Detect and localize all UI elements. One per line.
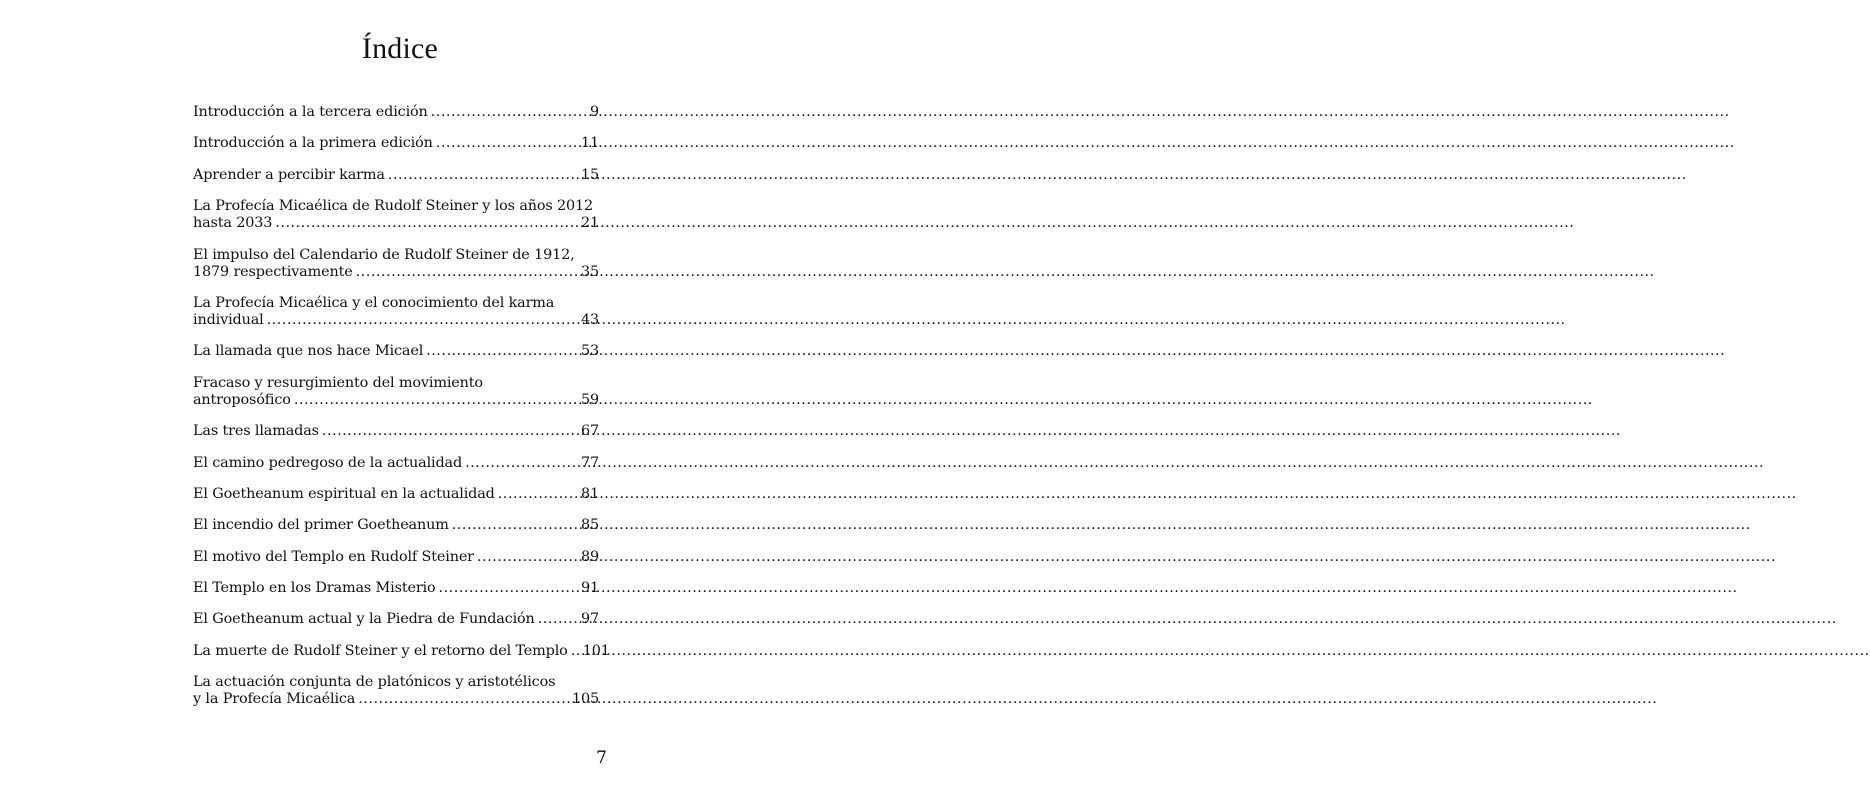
toc-entry-title-line: El Templo en los Dramas Misterio [193, 580, 436, 597]
toc-entry-row [193, 517, 599, 534]
toc-entry [193, 104, 599, 121]
toc-entry-title-line: El Goetheanum actual y la Piedra de Fundación [193, 611, 535, 628]
toc-entry-title-line: y la Profecía Micaélica [193, 691, 356, 708]
dot-leader [538, 611, 579, 628]
toc-entry [193, 247, 599, 281]
page-number: 7 [596, 748, 607, 768]
dot-leader [465, 455, 579, 472]
dot-leader [356, 264, 579, 281]
toc-entry-title-line: Fracaso y resurgimiento del movimiento [193, 374, 483, 391]
dot-leader [439, 580, 579, 597]
toc-entry-title-line: El Goetheanum espiritual en la actualidad [193, 485, 495, 502]
toc-entry [193, 486, 599, 503]
toc-entry-page: 59 [580, 391, 599, 408]
toc-entry-title-line: 1879 respectivamente [193, 263, 353, 280]
toc-entry-row [193, 135, 599, 152]
toc-entry [193, 198, 599, 232]
toc-entry-row [193, 104, 599, 121]
toc-entry-page: 9 [589, 104, 599, 120]
dot-leader [571, 643, 581, 660]
page-title: Índice [361, 32, 439, 65]
toc-entry [193, 375, 599, 409]
book-page [0, 0, 800, 800]
toc-entry-title-line: El motivo del Templo en Rudolf Steiner [193, 548, 474, 565]
toc-entry-title-line: El impulso del Calendario de Rudolf Steiner de 1912, [193, 246, 575, 263]
toc-entry [193, 549, 599, 566]
dot-leader [498, 486, 579, 503]
dot-leader [275, 215, 579, 232]
toc-entry-row [193, 580, 599, 597]
toc-entry-page: 67 [580, 423, 599, 440]
toc-entry [193, 517, 599, 534]
toc-entry-row [193, 611, 599, 628]
toc-entry [193, 642, 610, 660]
toc-entry-page: 91 [580, 580, 599, 597]
toc-entry-row [193, 455, 599, 472]
toc-entry-page: 89 [580, 548, 599, 565]
toc-entry [193, 611, 599, 628]
toc-entry [193, 167, 599, 184]
toc-entry-row [193, 392, 599, 409]
toc-entry-title-line: hasta 2033 [193, 215, 273, 232]
toc-entry-page: 35 [580, 263, 599, 280]
dot-leader [477, 549, 579, 566]
toc-entry-title-line: Introducción a la primera edición [193, 135, 433, 152]
toc-entry-title-line: Las tres llamadas [193, 423, 319, 440]
toc-entry-page: 105 [571, 691, 599, 708]
toc-entry-page: 77 [580, 454, 599, 471]
dot-leader [358, 691, 570, 708]
toc-entry-row [193, 486, 599, 503]
toc-entry-page: 15 [580, 166, 599, 183]
toc-entry-page: 85 [580, 517, 599, 534]
dot-leader [436, 135, 579, 152]
table-of-contents [193, 104, 610, 723]
toc-entry-row [193, 691, 599, 708]
toc-entry-page: 21 [580, 215, 599, 232]
toc-entry [193, 455, 599, 472]
toc-entry-row [193, 549, 599, 566]
toc-entry-title-line: El camino pedregoso de la actualidad [193, 454, 463, 471]
toc-entry-row [193, 423, 599, 440]
toc-entry-title-line: antroposófico [193, 391, 291, 408]
toc-entry-row [193, 312, 599, 329]
dot-leader [452, 517, 579, 534]
toc-entry-row [193, 215, 599, 232]
toc-entry [193, 135, 599, 152]
toc-entry-page: 53 [580, 343, 599, 360]
toc-entry-row [193, 264, 599, 281]
toc-entry-title-line: La actuación conjunta de platónicos y aristotélicos [193, 674, 556, 691]
toc-entry-title-line: Aprender a percibir karma [193, 166, 385, 183]
toc-entry [193, 580, 599, 597]
toc-entry-title-line: La muerte de Rudolf Steiner y el retorno del Templo [193, 642, 568, 659]
toc-entry [193, 295, 599, 329]
toc-entry [193, 674, 599, 708]
dot-leader [431, 104, 588, 121]
toc-entry-page: 101 [582, 642, 610, 659]
toc-entry [193, 343, 599, 360]
toc-entry-title-line: La Profecía Micaélica y el conocimiento del karma [193, 294, 555, 311]
toc-entry-row [193, 642, 610, 660]
dot-leader [294, 392, 579, 409]
toc-entry [193, 423, 599, 440]
toc-entry-title-line: Introducción a la tercera edición [193, 104, 428, 120]
toc-entry-title-line: individual [193, 311, 264, 328]
dot-leader [426, 343, 579, 360]
toc-entry-page: 97 [580, 611, 599, 628]
dot-leader [322, 423, 579, 440]
toc-entry-title-line: El incendio del primer Goetheanum [193, 517, 449, 534]
toc-entry-title-line: La Profecía Micaélica de Rudolf Steiner y los años 2012 [193, 198, 594, 215]
toc-entry-row [193, 343, 599, 360]
dot-leader [267, 312, 579, 329]
dot-leader [388, 167, 579, 184]
toc-entry-title-line: La llamada que nos hace Micael [193, 343, 424, 360]
toc-entry-page: 81 [580, 485, 599, 502]
toc-entry-page: 11 [580, 135, 599, 152]
toc-entry-page: 43 [580, 311, 599, 328]
toc-entry-row [193, 167, 599, 184]
